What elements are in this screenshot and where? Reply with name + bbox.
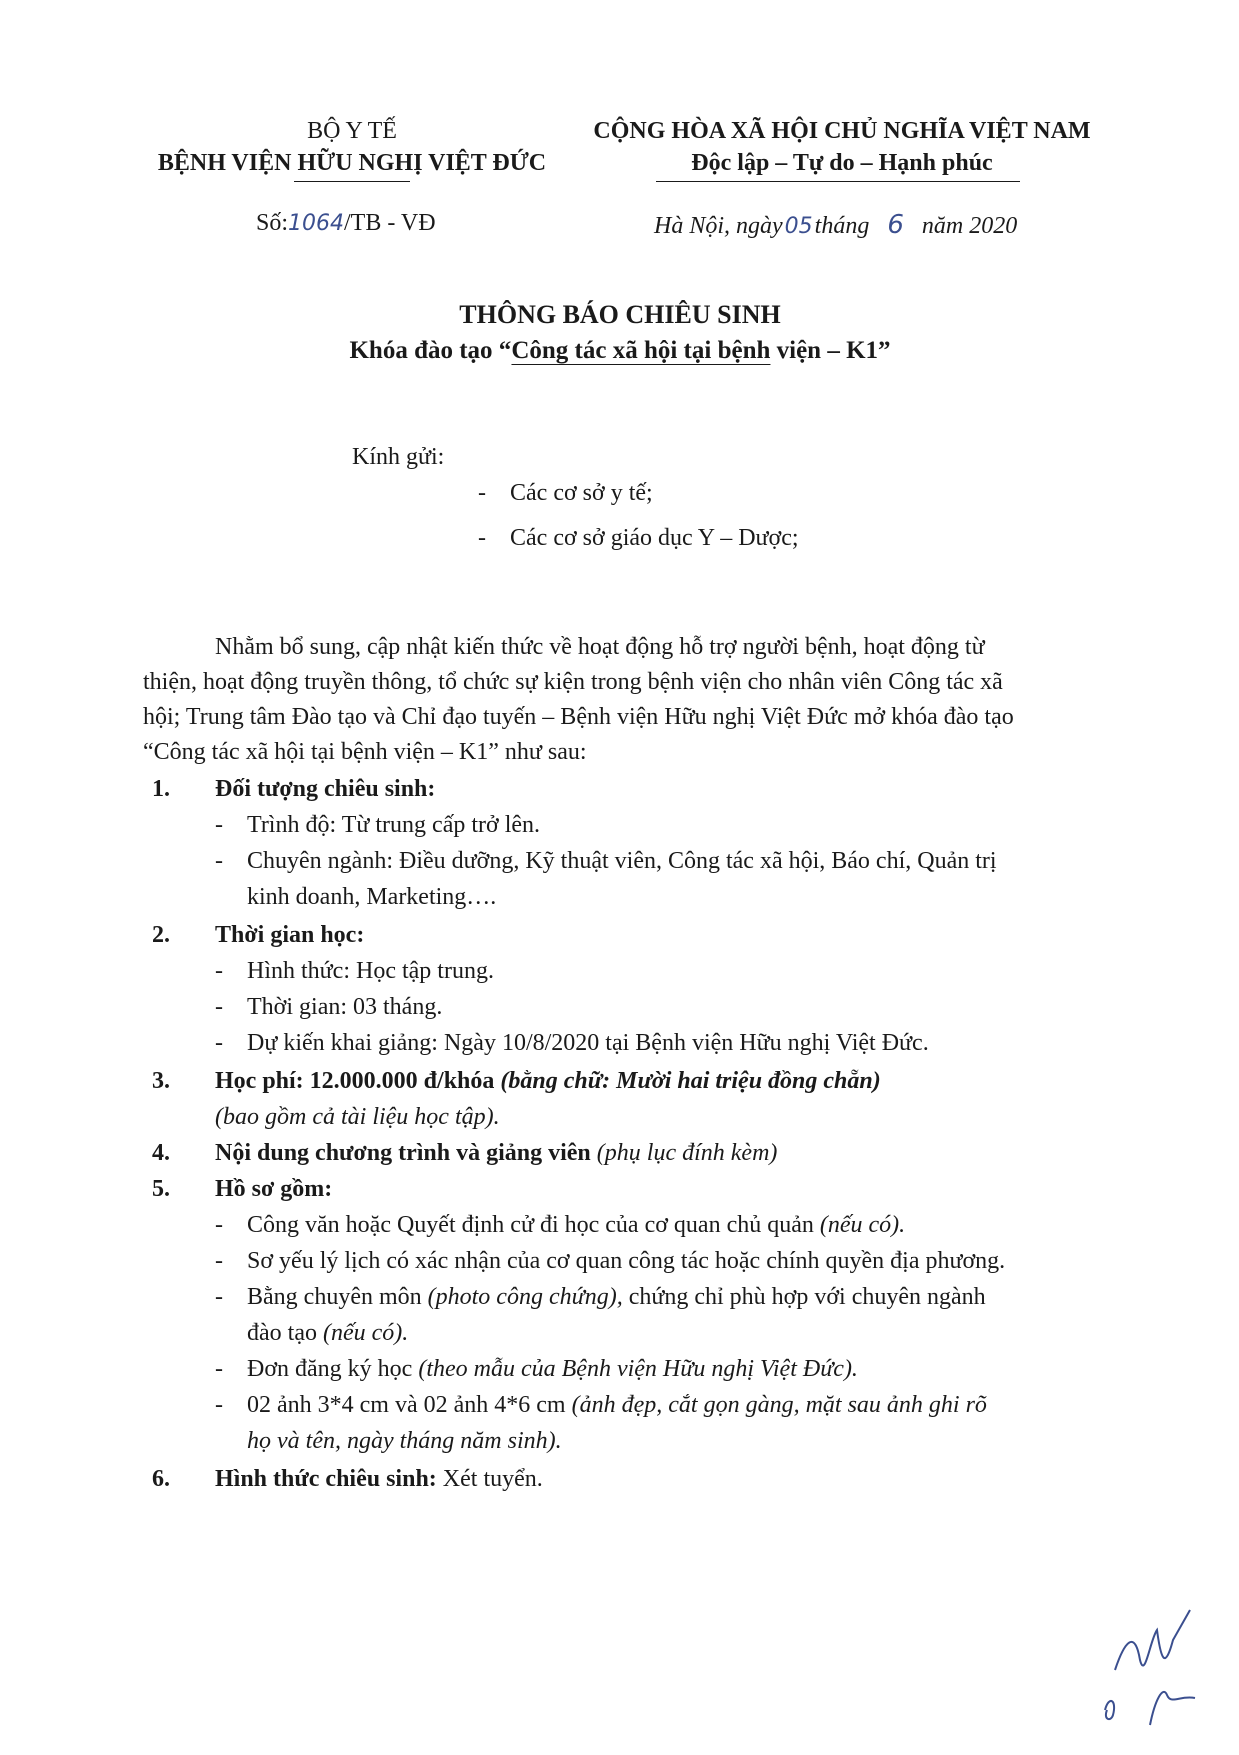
date-month-handwritten: 6 bbox=[887, 210, 904, 240]
section-title: Hồ sơ gồm: bbox=[215, 1176, 333, 1202]
document-number bbox=[256, 210, 436, 237]
tuition-line bbox=[215, 1068, 881, 1095]
section-note: (phụ lục đính kèm) bbox=[590, 1140, 778, 1166]
bullet-dash: - bbox=[215, 812, 223, 838]
list-item-note: (ảnh đẹp, cắt gọn gàng, mặt sau ảnh ghi rõ bbox=[571, 1392, 987, 1418]
list-item bbox=[215, 1392, 987, 1419]
bullet-dash: - bbox=[215, 1248, 223, 1274]
doc-number-prefix: Số: bbox=[256, 210, 289, 236]
list-item-note: (nếu có). bbox=[819, 1212, 906, 1238]
intro-line: “Công tác xã hội tại bệnh viện – K1” như sau: bbox=[143, 739, 587, 765]
section-number: 1. bbox=[152, 776, 170, 802]
list-item bbox=[215, 994, 442, 1021]
date-prefix: Hà Nội, ngày bbox=[654, 213, 783, 239]
tuition-note: (bao gồm cả tài liệu học tập). bbox=[215, 1104, 500, 1130]
list-item-continuation bbox=[247, 1320, 408, 1347]
admission-line bbox=[215, 1466, 543, 1493]
list-item-note: (theo mẫu của Bệnh viện Hữu nghị Việt Đức). bbox=[418, 1356, 858, 1382]
section-number: 2. bbox=[152, 922, 170, 948]
recipient-item bbox=[478, 525, 799, 552]
motto-underline bbox=[656, 181, 1020, 182]
section-number: 3. bbox=[152, 1068, 170, 1094]
section-number: 4. bbox=[152, 1140, 170, 1166]
bullet-dash: - bbox=[215, 1392, 223, 1418]
list-item-text: 02 ảnh 3*4 cm và 02 ảnh 4*6 cm bbox=[247, 1392, 572, 1418]
recipient-item bbox=[478, 480, 653, 507]
bullet-dash: - bbox=[215, 958, 223, 984]
bullet-dash: - bbox=[215, 1030, 223, 1056]
document-date bbox=[654, 210, 1017, 240]
list-item bbox=[215, 958, 494, 985]
list-item-text: chứng chỉ phù hợp với chuyên ngành bbox=[622, 1284, 986, 1310]
list-item bbox=[215, 1284, 986, 1311]
program-line bbox=[215, 1140, 777, 1167]
notice-title: THÔNG BÁO CHIÊU SINH bbox=[459, 300, 781, 329]
bullet-dash: - bbox=[215, 1356, 223, 1382]
intro-line: Nhằm bổ sung, cập nhật kiến thức về hoạt động hỗ trợ người bệnh, hoạt động từ bbox=[215, 634, 985, 660]
national-motto bbox=[691, 150, 992, 177]
tuition-in-words: (bằng chữ: Mười hai triệu đồng chẵn) bbox=[494, 1068, 881, 1094]
date-day-handwritten: 05 bbox=[784, 214, 813, 239]
bullet-dash: - bbox=[215, 848, 223, 874]
tuition-amount: Học phí: 12.000.000 đ/khóa bbox=[215, 1068, 495, 1094]
list-item bbox=[215, 1212, 905, 1239]
greeting: Kính gửi: bbox=[352, 444, 445, 470]
list-item-text: Thời gian: 03 tháng. bbox=[247, 994, 443, 1020]
section-title: Đối tượng chiêu sinh: bbox=[215, 776, 436, 802]
list-item-text: Sơ yếu lý lịch có xác nhận của cơ quan công tác hoặc chính quyền địa phương. bbox=[247, 1248, 1006, 1274]
bullet-dash: - bbox=[215, 1212, 223, 1238]
list-item-text: Bằng chuyên môn bbox=[247, 1284, 428, 1310]
list-item-note: (nếu có). bbox=[322, 1320, 409, 1346]
doc-number-handwritten: 1064 bbox=[288, 211, 345, 236]
section-title: Nội dung chương trình và giảng viên bbox=[215, 1140, 591, 1166]
list-item-continuation: kinh doanh, Marketing…. bbox=[247, 884, 497, 910]
section-title: Hình thức chiêu sinh: bbox=[215, 1466, 437, 1492]
list-item-text: đào tạo bbox=[247, 1320, 323, 1346]
list-item-text: Công văn hoặc Quyết định cử đi học của cơ quan chủ quản bbox=[247, 1212, 820, 1238]
recipient-text: Các cơ sở giáo dục Y – Dược; bbox=[510, 525, 799, 551]
list-item-continuation: họ và tên, ngày tháng năm sinh). bbox=[247, 1428, 562, 1454]
list-item bbox=[215, 1030, 929, 1057]
intro-line: thiện, hoạt động truyền thông, tổ chức sự kiện trong bệnh viện cho nhân viên Công tác xã bbox=[143, 669, 1003, 695]
list-item-text: Đơn đăng ký học bbox=[247, 1356, 419, 1382]
section-value: Xét tuyển. bbox=[436, 1466, 543, 1492]
list-item-note: (photo công chứng), bbox=[427, 1284, 623, 1310]
hospital-name bbox=[158, 150, 546, 177]
list-item-text: Trình độ: Từ trung cấp trở lên. bbox=[247, 812, 541, 838]
list-item bbox=[215, 848, 997, 875]
course-subtitle bbox=[349, 337, 890, 365]
date-month-label: tháng bbox=[814, 213, 870, 239]
hospital-underline bbox=[294, 181, 410, 182]
handwritten-initials-icon bbox=[1095, 1600, 1215, 1730]
subtitle-suffix: viện – K1” bbox=[770, 337, 891, 364]
bullet-dash: - bbox=[478, 525, 486, 551]
bullet-dash: - bbox=[215, 994, 223, 1020]
doc-number-suffix: /TB - VĐ bbox=[344, 210, 436, 236]
bullet-dash: - bbox=[478, 480, 486, 506]
ministry-name: BỘ Y TẾ bbox=[307, 118, 397, 144]
section-number: 5. bbox=[152, 1176, 170, 1202]
section-title: Thời gian học: bbox=[215, 922, 365, 948]
list-item-text: Hình thức: Học tập trung. bbox=[247, 958, 494, 984]
list-item bbox=[215, 1356, 858, 1383]
list-item-text: Chuyên ngành: Điều dưỡng, Kỹ thuật viên, Công tác xã hội, Báo chí, Quản trị bbox=[247, 848, 997, 874]
subtitle-prefix: Khóa đào tạo “ bbox=[349, 337, 512, 364]
hospital-name-text: BỆNH VIỆN HỮU NGHỊ VIỆT ĐỨC bbox=[157, 150, 547, 176]
list-item-text: Dự kiến khai giảng: Ngày 10/8/2020 tại Bệnh viện Hữu nghị Việt Đức. bbox=[247, 1030, 929, 1056]
list-item bbox=[215, 812, 540, 839]
list-item bbox=[215, 1248, 1005, 1275]
section-number: 6. bbox=[152, 1466, 170, 1492]
republic-name: CỘNG HÒA XÃ HỘI CHỦ NGHĨA VIỆT NAM bbox=[593, 118, 1091, 144]
bullet-dash: - bbox=[215, 1284, 223, 1310]
recipient-text: Các cơ sở y tế; bbox=[510, 480, 653, 506]
motto-text: Độc lập – Tự do – Hạnh phúc bbox=[691, 150, 993, 176]
date-year: năm 2020 bbox=[921, 213, 1018, 239]
intro-line: hội; Trung tâm Đào tạo và Chỉ đạo tuyến – Bệnh viện Hữu nghị Việt Đức mở khóa đào tạo bbox=[143, 704, 1014, 730]
subtitle-underlined: Công tác xã hội tại bệnh bbox=[511, 337, 771, 364]
